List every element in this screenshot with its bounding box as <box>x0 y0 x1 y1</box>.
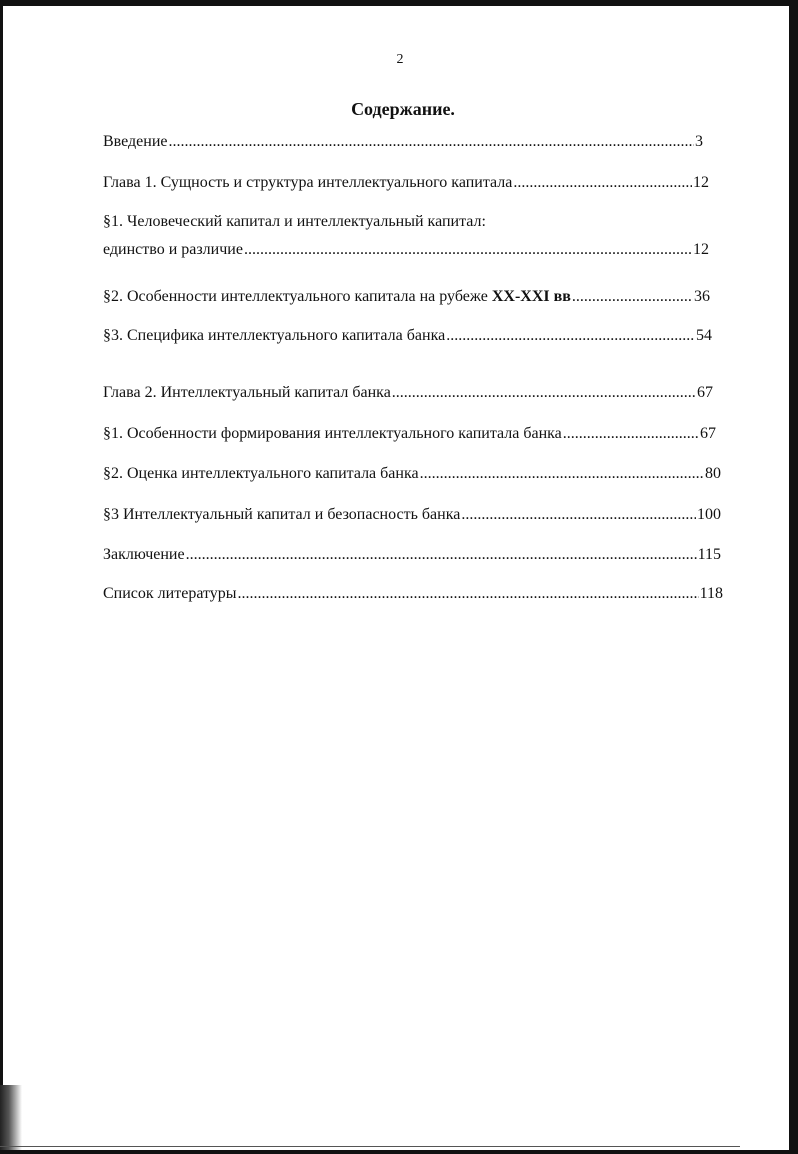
scan-border-bottom <box>0 1150 798 1154</box>
scan-border-top <box>0 0 798 6</box>
toc-entry-page: 67 <box>697 384 713 401</box>
toc-entry-page: 67 <box>700 425 716 442</box>
toc-entry-section-1-1[interactable] <box>103 240 709 260</box>
toc-entry-label-text: §2. Особенности интеллектуального капитала на рубеже <box>103 288 492 305</box>
toc-entry-label: Заключение <box>103 546 185 563</box>
toc-entry-section-1-3[interactable] <box>103 326 712 346</box>
toc-entry-label: §1. Особенности формирования интеллектуального капитала банка <box>103 425 562 442</box>
toc-entry-page: 118 <box>699 585 723 602</box>
toc-entry-label: §2. Оценка интеллектуального капитала банка <box>103 465 419 482</box>
toc-entry-bibliography[interactable] <box>103 584 723 604</box>
toc-entry-page: 12 <box>693 174 709 191</box>
toc-entry-chapter-2[interactable] <box>103 383 713 403</box>
toc-leader-dots <box>513 173 692 193</box>
scan-bottom-line <box>0 1146 740 1147</box>
scan-border-right <box>789 0 798 1154</box>
toc-entry-page: 12 <box>693 241 709 258</box>
toc-entry-label: Список литературы <box>103 585 237 602</box>
toc-entry-label: §3 Интеллектуальный капитал и безопасность банка <box>103 506 461 523</box>
toc-leader-dots <box>169 132 695 152</box>
toc-entry-page: 100 <box>697 506 721 523</box>
toc-entry-introduction[interactable] <box>103 132 703 152</box>
toc-leader-dots <box>186 545 697 565</box>
toc-entry-chapter-1[interactable] <box>103 173 709 193</box>
scan-border-left <box>0 0 3 1154</box>
toc-entry-page: 3 <box>695 133 703 150</box>
toc-leader-dots <box>461 505 696 525</box>
toc-leader-dots <box>446 326 695 346</box>
page-number: 2 <box>396 52 404 67</box>
toc-entry-page: 115 <box>697 546 721 563</box>
toc-entry-label: единство и различие <box>103 241 243 258</box>
toc-leader-dots <box>420 464 704 484</box>
toc-entry-conclusion[interactable] <box>103 545 721 565</box>
toc-leader-dots <box>572 287 693 307</box>
toc-entry-section-2-2[interactable] <box>103 464 721 484</box>
toc-leader-dots <box>238 584 699 604</box>
toc-entry-label: Глава 2. Интеллектуальный капитал банка <box>103 384 391 401</box>
toc-leader-dots <box>244 240 692 260</box>
toc-entry-label <box>103 287 571 307</box>
toc-entry-section-1-2[interactable] <box>103 287 710 307</box>
toc-entry-label: §3. Специфика интеллектуального капитала банка <box>103 327 446 344</box>
toc-entry-page: 54 <box>696 327 712 344</box>
toc-entry-section-2-1[interactable] <box>103 424 716 444</box>
toc-entry-label: Введение <box>103 133 168 150</box>
toc-entry-page: 36 <box>694 288 710 305</box>
toc-entry-label: Глава 1. Сущность и структура интеллектуального капитала <box>103 174 513 191</box>
toc-entry-page: 80 <box>705 465 721 482</box>
scan-corner-shadow <box>0 1085 22 1154</box>
toc-entry-label-bold: XX-XXI вв <box>491 288 571 305</box>
toc-entry-section-2-3[interactable] <box>103 505 721 525</box>
toc-leader-dots <box>392 383 696 403</box>
toc-title: Содержание. <box>351 99 455 119</box>
toc-leader-dots <box>563 424 699 444</box>
toc-entry-section-1-1-line-1[interactable]: §1. Человеческий капитал и интеллектуальный капитал: <box>103 213 486 230</box>
